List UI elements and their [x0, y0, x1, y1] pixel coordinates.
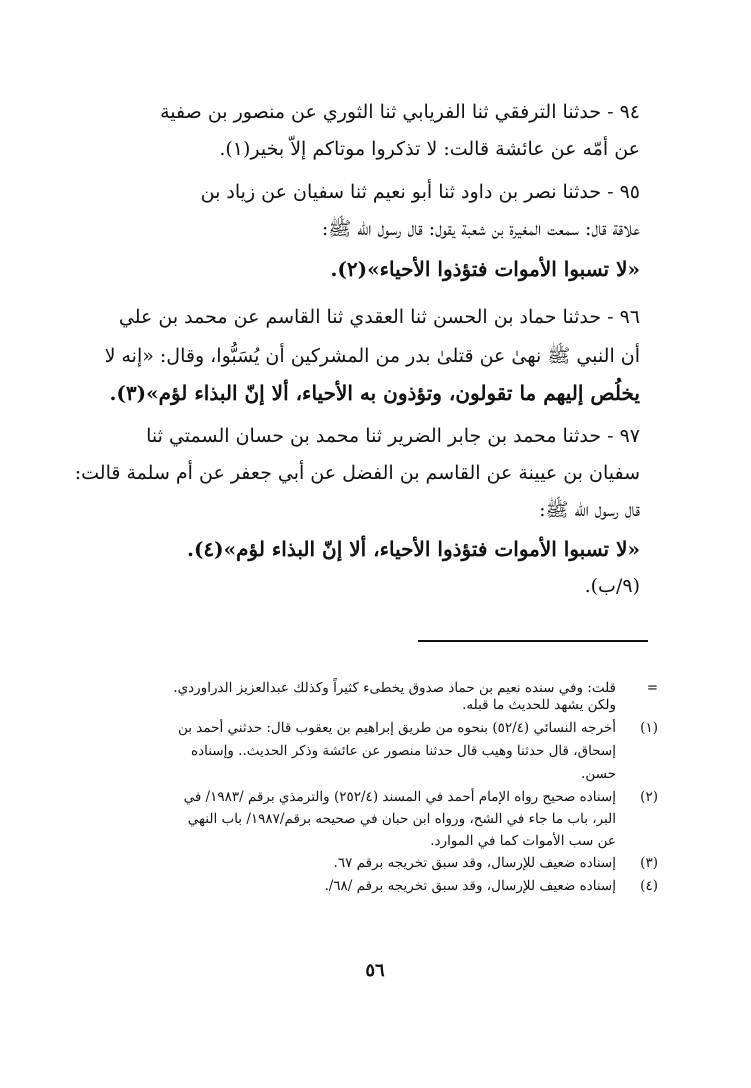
footnote-line: ولكن يشهد للحديث ما قبله. — [462, 697, 616, 713]
text-line: علاقة قال: سمعت المغيرة بن شعبة يقول: قال رسول الله ﷺ: — [321, 218, 640, 240]
footnote-line: عن سب الأموات كما في الموارد. — [430, 833, 616, 849]
footnote-marker: = — [646, 680, 658, 696]
footnote-line: حسن. — [581, 766, 616, 782]
footnote-line: أخرجه النسائي (٥٢/٤) بنحوه من طريق إبراهيم بن يعقوب قال: حدثني أحمد بن — [177, 720, 616, 736]
footnote-line: إسناده صحيح رواه الإمام أحمد في المسند (٢٥٢/٤) والترمذي برقم /١٩٨٣/ في — [183, 789, 616, 805]
footnote-line: قلت: وفي سنده نعيم بن حماد صدوق يخطىء كثيراً وكذلك عبدالعزيز الدراوردي. — [173, 680, 616, 696]
text-line: سفيان بن عيينة عن القاسم بن الفضل عن أبي جعفر عن أم سلمة قالت: — [74, 462, 640, 484]
text-line: (٩/ب). — [584, 575, 640, 597]
main-text — [74, 101, 640, 597]
footnote-1 — [98, 720, 658, 783]
footnote-number: (٤) — [640, 878, 658, 894]
text-line: أن النبي ﷺ نهىٰ عن قتلىٰ بدر من المشركين أن يُسَبُّوا، وقال: «إنه لا — [104, 345, 640, 367]
footnote-line: إسناده ضعيف للإرسال، وقد سبق تخريجه برقم ٦٧. — [333, 855, 616, 871]
footnote-number: (٢) — [640, 789, 658, 805]
text-line: عن أمّه عن عائشة قالت: لا تذكروا موتاكم إلاّ بخير(١). — [219, 138, 640, 160]
footnote-line: البر، باب ما جاء في الشح، ورواه ابن حبان في صحيحه برقم/١٩٨٧/ باب النهي — [187, 811, 616, 827]
footnote-4 — [98, 878, 658, 895]
text-line: قال رسول الله ﷺ: — [539, 499, 640, 521]
footnote-line: إسحاق، قال حدثنا وهيب قال حدثنا منصور عن عائشة وذكر الحديث.. وإسناده — [191, 743, 616, 759]
footnote-3 — [98, 855, 658, 872]
footnote-continuation — [98, 680, 658, 714]
hadith-line: يخلُص إليهم ما تقولون، وتؤذون به الأحياء، ألا إنّ البذاء لؤم»(٣). — [109, 381, 640, 405]
text-line: ٩٧ - حدثنا محمد بن جابر الضرير ثنا محمد بن حسان السمتي ثنا — [146, 425, 640, 447]
footnote-separator — [418, 640, 648, 642]
footnote-line: إسناده ضعيف للإرسال، وقد سبق تخريجه برقم /٦٨/. — [324, 878, 616, 894]
footnote-number: (٣) — [640, 855, 658, 871]
footnote-2 — [98, 789, 658, 850]
hadith-line: «لا تسبوا الأموات فتؤذوا الأحياء»(٢). — [330, 257, 640, 281]
footnote-number: (١) — [640, 720, 658, 736]
text-line: ٩٤ - حدثنا الترفقي ثنا الفريابي ثنا الثوري عن منصور بن صفية — [160, 101, 640, 123]
text-line: ٩٦ - حدثنا حماد بن الحسن ثنا العقدي ثنا القاسم عن محمد بن علي — [118, 306, 640, 328]
page-number: ٥٦ — [365, 960, 385, 981]
hadith-line: «لا تسبوا الأموات فتؤذوا الأحياء، ألا إنّ البذاء لؤم»(٤). — [186, 537, 640, 561]
footnotes — [98, 680, 658, 895]
text-line: ٩٥ - حدثنا نصر بن داود ثنا أبو نعيم ثنا سفيان عن زياد بن — [200, 181, 640, 203]
